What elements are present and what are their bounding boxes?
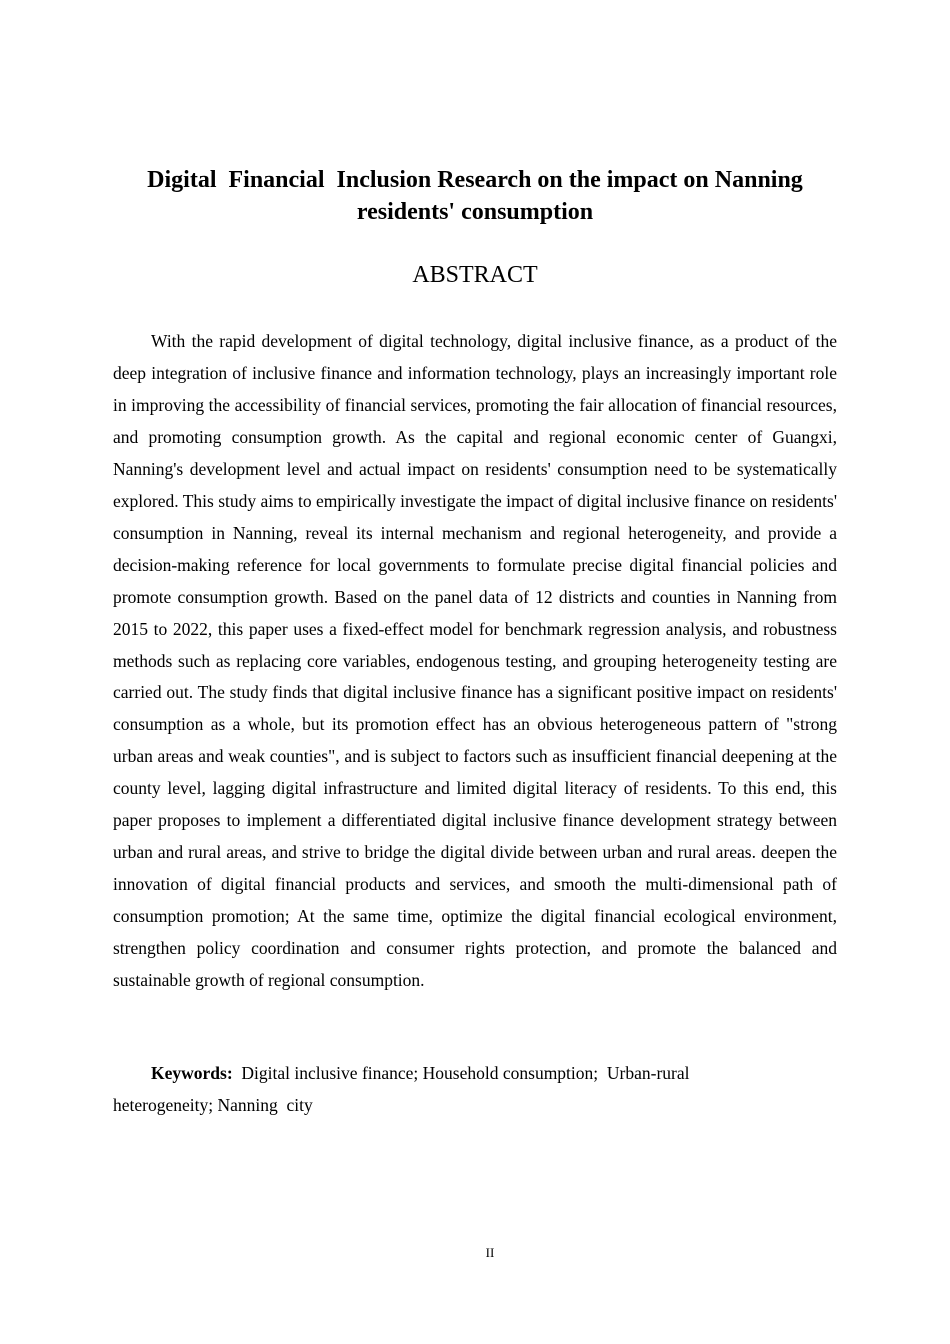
keywords-paragraph xyxy=(113,1057,753,1121)
keywords-text: Digital inclusive finance; Household consumption; Urban-rural heterogeneity; Nanning city xyxy=(113,1063,694,1115)
page-number: II xyxy=(485,1245,495,1260)
abstract-heading: ABSTRACT xyxy=(412,262,538,288)
keywords-label: Keywords: xyxy=(151,1063,233,1083)
abstract-body: With the rapid development of digital technology, digital inclusive finance, as a product of the deep integration of inclusive finance and information technology, plays an increasingly important role in improving the accessibility of financial services, promoting the fair allocation of financial resources, and promoting consumption growth. As the capital and regional economic center of Guangxi, Nanning's development level and actual impact on residents' consumption need to be systematically explored. This study aims to empirically investigate the impact of digital inclusive finance on residents' consumption in Nanning, reveal its internal mechanism and regional heterogeneity, and provide a decision-making reference for local governments to formulate precise digital financial policies and promote consumption growth. Based on the panel data of 12 districts and counties in Nanning from 2015 to 2022, this paper uses a fixed-effect model for benchmark regression analysis, and robustness methods such as replacing core variables, endogenous testing, and grouping heterogeneity testing are carried out. The study finds that digital inclusive finance has a significant positive impact on residents' consumption as a whole, but its promotion effect has an obvious heterogeneous pattern of "strong urban areas and weak counties", and is subject to factors such as insufficient financial deepening at the county level, lagging digital infrastructure and limited digital literacy of residents. To this end, this paper proposes to implement a differentiated digital inclusive finance development strategy between urban and rural areas, and strive to bridge the digital divide between urban and rural areas. deepen the innovation of digital financial products and services, and smooth the multi-dimensional path of consumption promotion; At the same time, optimize the digital financial ecological environment, strengthen policy coordination and consumer rights protection, and promote the balanced and sustainable growth of regional consumption. xyxy=(113,331,837,991)
paper-title: Digital Financial Inclusion Research on the impact on Nanning residents' consumption xyxy=(147,167,809,225)
